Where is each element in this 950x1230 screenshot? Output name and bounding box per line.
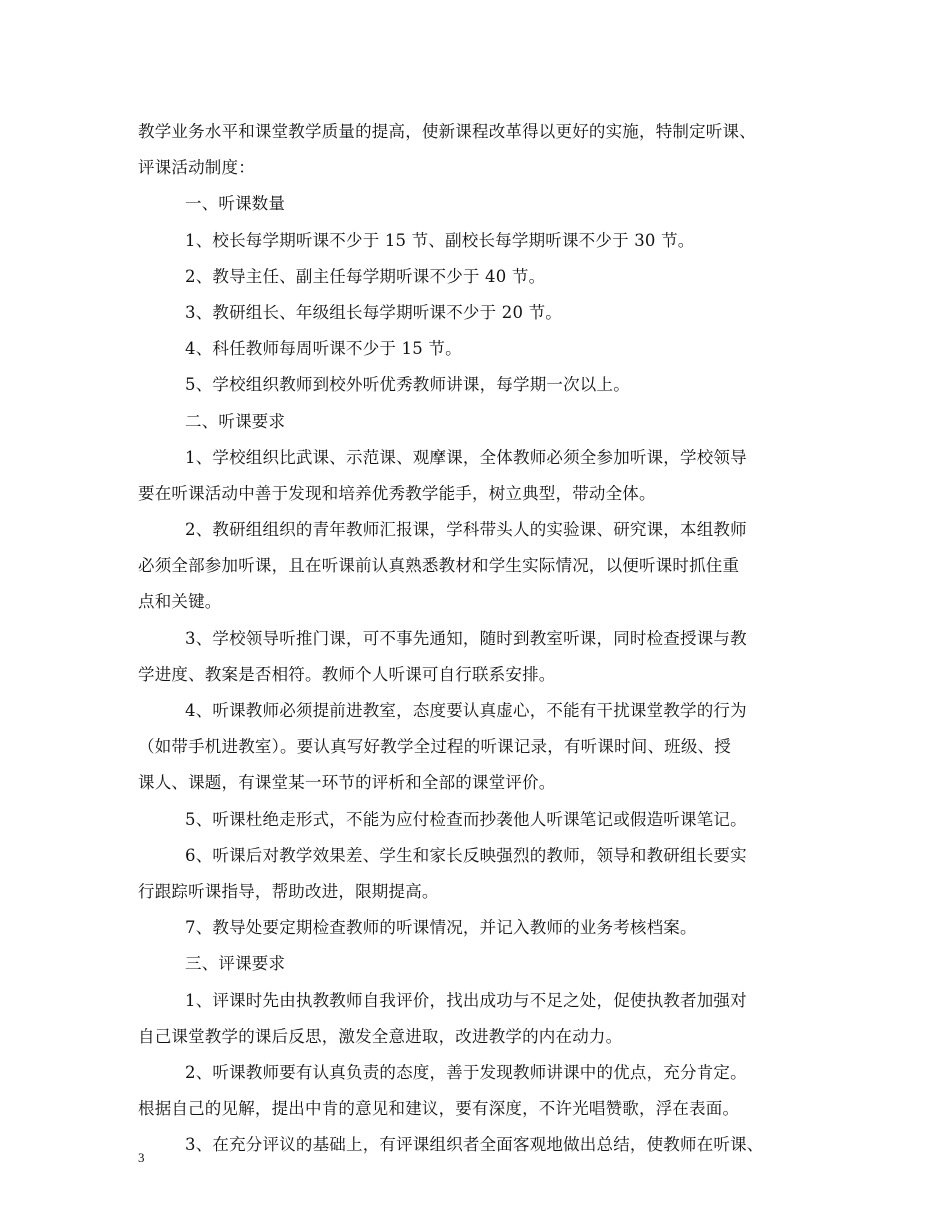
text-line: 5、学校组织教师到校外听优秀教师讲课，每学期一次以上。 xyxy=(185,375,630,395)
text-line: 自己课堂教学的课后反思，激发全意进取，改进教学的内在动力。 xyxy=(138,1026,623,1046)
text-line: 7、教导处要定期检查教师的听课情况，并记入教师的业务考核档案。 xyxy=(185,918,697,938)
page-number: 3 xyxy=(138,1150,145,1165)
text-line: 三、评课要求 xyxy=(185,954,286,974)
text-line: 课人、课题，有课堂某一环节的评析和全部的课堂评价。 xyxy=(138,773,556,793)
text-line: 1、校长每学期听课不少于 15 节、副校长每学期听课不少于 30 节。 xyxy=(185,230,695,250)
text-line: 1、学校组织比武课、示范课、观摩课，全体教师必须全参加听课，学校领导 xyxy=(185,447,747,467)
text-line: 评课活动制度： xyxy=(138,158,255,178)
text-line: 6、听课后对教学效果差、学生和家长反映强烈的教师，领导和教研组长要实 xyxy=(185,845,747,865)
text-line: 5、听课杜绝走形式，不能为应付检查而抄袭他人听课笔记或假造听课笔记。 xyxy=(185,809,747,829)
text-line: 4、科任教师每周听课不少于 15 节。 xyxy=(185,339,462,359)
text-line: 教学业务水平和课堂教学质量的提高，使新课程改革得以更好的实施，特制定听课、 xyxy=(138,122,756,141)
text-line: 必须全部参加听课，且在听课前认真熟悉教材和学生实际情况，以便听课时抓住重 xyxy=(138,556,740,576)
text-line: （如带手机进教室）。要认真写好教学全过程的听课记录，有听课时间、班级、授 xyxy=(138,737,731,757)
text-line: 学进度、教案是否相符。教师个人听课可自行联系安排。 xyxy=(138,664,556,684)
text-line: 2、教导主任、副主任每学期听课不少于 40 节。 xyxy=(185,266,546,286)
text-line: 点和关键。 xyxy=(138,592,222,612)
text-line: 行跟踪听课指导，帮助改进，限期提高。 xyxy=(138,881,439,901)
text-line: 二、听课要求 xyxy=(185,411,286,431)
text-line: 3、学校领导听推门课，可不事先通知，随时到教室听课，同时检查授课与教 xyxy=(185,628,747,648)
text-line: 3、在充分评议的基础上，有评课组织者全面客观地做出总结，使教师在听课、 xyxy=(185,1135,764,1155)
document-body xyxy=(138,117,823,1166)
text-line: 2、听课教师要有认真负责的态度，善于发现教师讲课中的优点，充分肯定。 xyxy=(185,1062,747,1082)
text-line: 要在听课活动中善于发现和培养优秀教学能手，树立典型，带动全体。 xyxy=(138,483,656,503)
text-line: 3、教研组长、年级组长每学期听课不少于 20 节。 xyxy=(185,302,562,322)
text-line: 根据自己的见解，提出中肯的意见和建议，要有深度，不许光唱赞歌，浮在表面。 xyxy=(138,1099,740,1119)
text-line: 一、听课数量 xyxy=(185,194,286,214)
text-line: 2、教研组组织的青年教师汇报课，学科带头人的实验课、研究课，本组教师 xyxy=(185,520,747,540)
text-line: 1、评课时先由执教教师自我评价，找出成功与不足之处，促使执教者加强对 xyxy=(185,990,747,1010)
text-line: 4、听课教师必须提前进教室，态度要认真虚心，不能有干扰课堂教学的行为 xyxy=(185,701,747,720)
